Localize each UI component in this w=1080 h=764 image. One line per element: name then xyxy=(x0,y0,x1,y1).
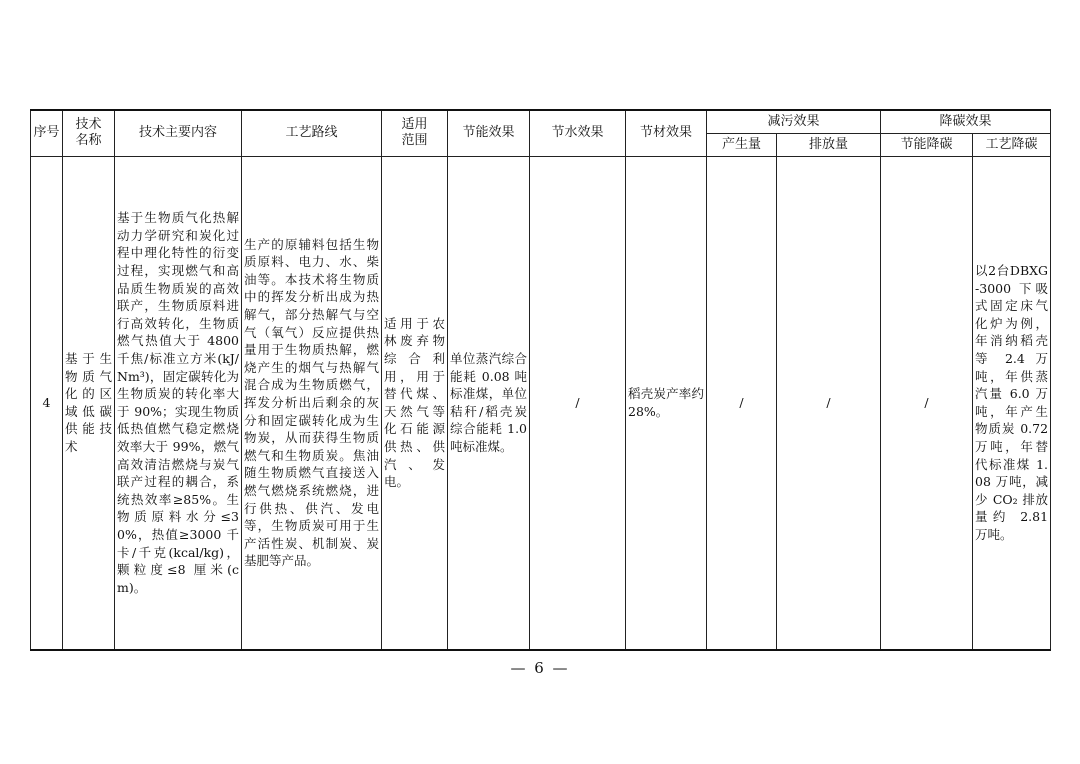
cell-carbon-process xyxy=(973,156,1051,650)
page-number: — 6 — xyxy=(510,659,570,677)
tech-name-text: 基于生物质气化的区域低碳供能技术 xyxy=(65,350,112,454)
material-effect-text: 稻壳炭产率约 28%。 xyxy=(628,386,704,419)
table-row xyxy=(31,156,1051,650)
scope-text: 适用于农林废弃物综合利用，用于替代煤、天然气等化石能源供热、供汽、发电。 xyxy=(384,315,445,490)
cell-pollution-emit: / xyxy=(777,156,881,650)
header-pollution: 减污效果 xyxy=(707,110,881,133)
header-seq: 序号 xyxy=(31,110,63,156)
cell-content xyxy=(115,156,242,650)
tech-content-text: 基于生物质气化热解动力学研究和炭化过程中理化特性的衍变过程，实现燃气和高品质生物质炭的高效联产，生物质原料进行高效转化，生物质燃气热值大于 4800 千焦/标准立方米(kJ/Nm³)，固定碳转化为生物质炭的转化率大于 90%；实现生物质低热值燃气稳定燃烧效率大于 99%，燃气高效清洁燃烧与炭气联产过程的耦合，系统热效率≥85%。生物质原料水分≤30%，热值≥3000 千卡/千克(kcal/kg)，颗粒度≤8 厘米(cm)。 xyxy=(117,210,239,595)
technology-table xyxy=(30,109,1051,651)
carbon-process-text: 以2台DBXG-3000 下吸式固定床气化炉为例，年消纳稻壳等 2.4 万吨，年供蒸汽量 6.0 万吨，年产生物质炭 0.72 万吨，年替代标准煤 1.08 万吨，减少 CO₂ 排放量约 2.81 万吨。 xyxy=(975,263,1049,542)
cell-seq: 4 xyxy=(31,156,63,650)
cell-name xyxy=(63,156,115,650)
header-name xyxy=(63,110,115,156)
header-material: 节材效果 xyxy=(626,110,707,156)
header-carbon-energy: 节能降碳 xyxy=(881,133,973,156)
cell-pollution-gen: / xyxy=(707,156,777,650)
header-content: 技术主要内容 xyxy=(115,110,242,156)
process-route-text: 生产的原辅料包括生物质原料、电力、水、柴油等。本技术将生物质中的挥发分析出成为热解气，部分热解气与空气（氧气）反应提供热量用于生物质热解，燃烧产生的烟气与热解气混合成为生物质燃气，挥发分析出后剩余的灰分和固定碳转化成为生物炭，从而获得生物质燃气和生物质炭。焦油随生物质燃气直接送入燃气燃烧系统燃烧，进行供热、供汽、发电等，生物质炭可用于生产活性炭、机制炭、炭基肥等产品。 xyxy=(244,236,379,569)
header-scope-label: 适用 范围 xyxy=(401,117,428,149)
cell-material xyxy=(626,156,707,650)
cell-route xyxy=(242,156,382,650)
header-carbon-process: 工艺降碳 xyxy=(973,133,1051,156)
cell-energy xyxy=(448,156,530,650)
cell-carbon-energy: / xyxy=(881,156,973,650)
header-row-1 xyxy=(31,110,1051,133)
header-carbon: 降碳效果 xyxy=(881,110,1051,133)
cell-water: / xyxy=(530,156,626,650)
header-name-label: 技术 名称 xyxy=(75,117,102,149)
energy-effect-text: 单位蒸汽综合能耗 0.08 吨标准煤，单位秸秆/稻壳炭综合能耗 1.0 吨标准煤。 xyxy=(450,350,527,454)
header-pollution-gen: 产生量 xyxy=(707,133,777,156)
cell-scope xyxy=(382,156,448,650)
header-water: 节水效果 xyxy=(530,110,626,156)
header-pollution-emit: 排放量 xyxy=(777,133,881,156)
header-route: 工艺路线 xyxy=(242,110,382,156)
header-scope xyxy=(382,110,448,156)
header-energy: 节能效果 xyxy=(448,110,530,156)
